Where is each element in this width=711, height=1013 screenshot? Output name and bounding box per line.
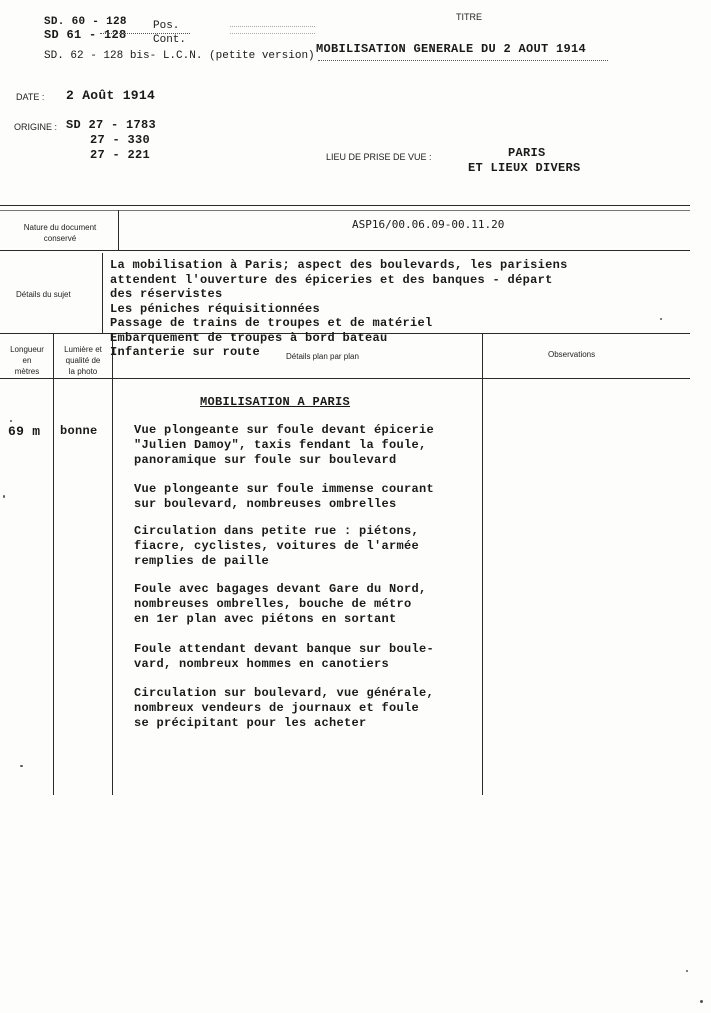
titre-label: TITRE	[456, 12, 482, 22]
rule-top-inner	[0, 210, 690, 211]
lieu-line-1: PARIS	[508, 146, 546, 160]
details-line-2: attendent l'ouverture des épiceries et des banques - départ	[110, 272, 553, 287]
shot-4-line-1: Foule avec bagages devant Gare du Nord,	[134, 582, 427, 596]
details-label: Détails du sujet	[16, 290, 71, 299]
shot-1-line-1: Vue plongeante sur foule devant épicerie	[134, 423, 435, 437]
scan-speck	[10, 420, 12, 422]
shot-entry-4	[134, 582, 427, 627]
lieu-label: LIEU DE PRISE DE VUE :	[326, 152, 432, 162]
shot-3-line-1: Circulation dans petite rue : piétons,	[134, 524, 420, 538]
scan-speck	[700, 1000, 703, 1003]
nature-value: ASP16/00.06.09-00.11.20	[352, 218, 505, 231]
title-dotted-line	[318, 60, 608, 61]
details-line-4: Les péniches réquisitionnées	[110, 301, 321, 316]
ref-dotted-line	[100, 33, 190, 34]
vline-col1	[53, 333, 54, 795]
ref-line-1: SD. 60 - 128	[44, 16, 127, 28]
col-lumiere-line-2: qualité de	[65, 356, 101, 365]
col-longueur-line-3: mètres	[14, 367, 40, 376]
shot-1-line-2: "Julien Damoy", taxis fendant la foule,	[134, 438, 427, 452]
shot-6-line-2: nombreux vendeurs de journaux et foule	[134, 701, 420, 715]
shot-5-line-2: vard, nombreux hommes en canotiers	[134, 657, 390, 671]
rule-colhead-bottom	[0, 378, 690, 379]
col-longueur-line-2: en	[22, 356, 32, 365]
shot-entry-6	[134, 686, 434, 731]
scan-speck	[20, 765, 23, 767]
nature-label	[14, 222, 106, 244]
shot-entry-2	[134, 482, 434, 512]
shot-4-line-2: nombreuses ombrelles, bouche de métro	[134, 597, 412, 611]
origine-line-3: 27 - 221	[90, 148, 151, 162]
section-title: MOBILISATION A PARIS	[200, 395, 351, 409]
details-text	[110, 258, 568, 360]
scan-speck	[686, 970, 688, 972]
cont-label: Cont.	[153, 34, 187, 46]
document-title: MOBILISATION GENERALE DU 2 AOUT 1914	[316, 42, 587, 56]
origine-line-2: 27 - 330	[90, 133, 151, 147]
date-label: DATE :	[16, 92, 45, 102]
ref-line-3: SD. 62 - 128 bis- L.C.N. (petite version)	[44, 50, 315, 62]
col-header-detail: Détails plan par plan	[286, 352, 359, 361]
ref-line-2: SD 61 - 128	[44, 28, 127, 42]
col-header-observations: Observations	[548, 350, 596, 359]
vline-details	[102, 253, 103, 333]
shot-2-line-1: Vue plongeante sur foule immense courant	[134, 482, 435, 496]
pos-label: Pos.	[153, 20, 180, 32]
details-line-3: des réservistes	[110, 287, 223, 301]
faded-stamp	[230, 26, 315, 34]
col-lumiere-line-1: Lumière et	[64, 345, 102, 354]
scan-speck	[3, 495, 5, 498]
vline-col2	[112, 333, 113, 795]
origine-label: ORIGINE :	[14, 122, 58, 132]
shot-1-line-3: panoramique sur foule sur boulevard	[134, 453, 397, 467]
col-header-longueur	[2, 344, 52, 377]
shot-3-line-2: fiacre, cyclistes, voitures de l'armée	[134, 539, 420, 553]
row-length: 69 m	[8, 424, 41, 439]
nature-label-line-1: Nature du document	[23, 223, 97, 232]
date-value: 2 Août 1914	[66, 88, 156, 103]
shot-entry-1	[134, 423, 434, 468]
details-line-6: Embarquement de troupes à bord bateau	[110, 330, 388, 345]
rule-top	[0, 205, 690, 206]
details-line-1: La mobilisation à Paris; aspect des boulevards, les parisiens	[110, 258, 568, 272]
rule-nature-bottom	[0, 250, 690, 251]
details-line-5: Passage de trains de troupes et de matériel	[110, 316, 433, 330]
shot-entry-5	[134, 642, 434, 672]
vline-nature	[118, 210, 119, 250]
shot-3-line-3: remplies de paille	[134, 554, 270, 568]
shot-5-line-1: Foule attendant devant banque sur boule-	[134, 642, 435, 656]
col-lumiere-line-3: la photo	[68, 367, 98, 376]
col-longueur-line-1: Longueur	[10, 345, 44, 354]
col-header-lumiere	[56, 344, 110, 377]
shot-4-line-3: en 1er plan avec piétons en sortant	[134, 612, 397, 626]
vline-col3	[482, 333, 483, 795]
lieu-line-2: ET LIEUX DIVERS	[468, 161, 581, 175]
details-line-7: Infanterie sur route	[110, 345, 261, 359]
shot-6-line-1: Circulation sur boulevard, vue générale,	[134, 686, 435, 700]
row-quality: bonne	[60, 424, 98, 438]
origine-line-1: SD 27 - 1783	[66, 118, 157, 132]
nature-label-line-2: conservé	[43, 234, 77, 243]
scan-speck	[660, 318, 662, 320]
shot-entry-3	[134, 524, 419, 569]
shot-6-line-3: se précipitant pour les acheter	[134, 716, 367, 730]
shot-2-line-2: sur boulevard, nombreuses ombrelles	[134, 497, 397, 511]
